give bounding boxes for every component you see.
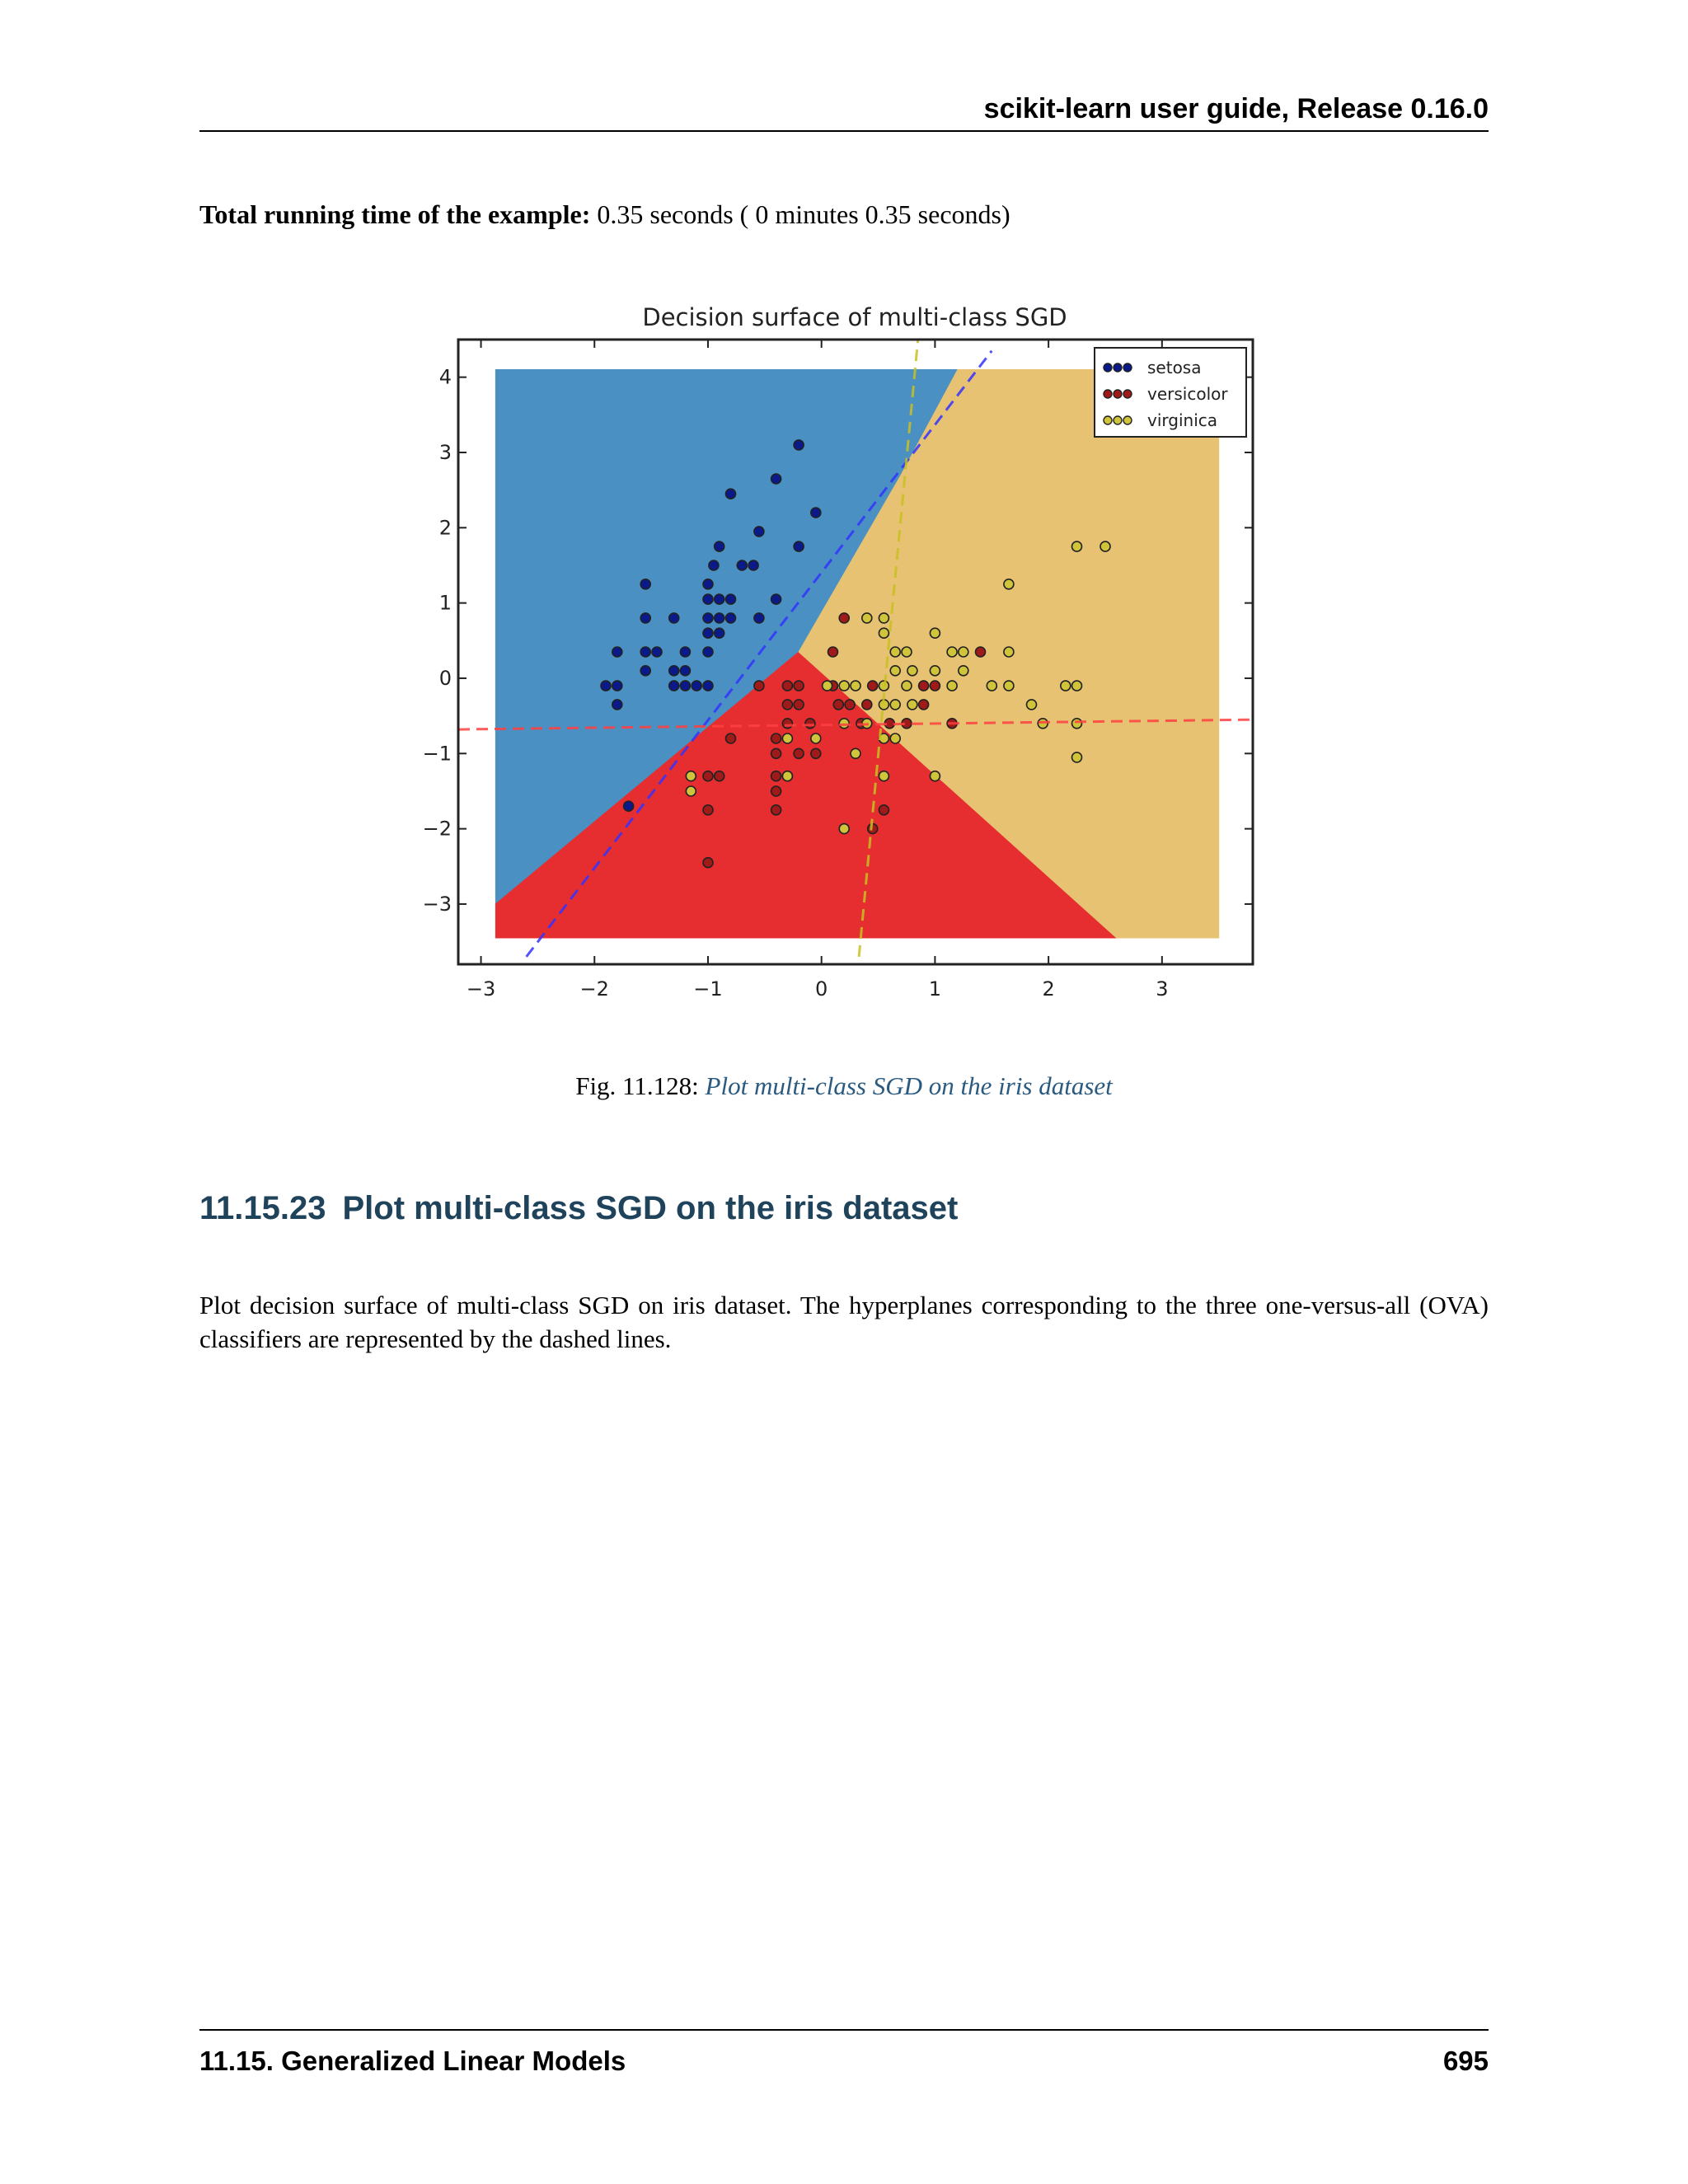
runtime-line [199, 199, 1010, 230]
point-setosa [612, 681, 622, 691]
point-virginica [947, 647, 957, 657]
point-setosa [624, 801, 634, 811]
point-virginica [879, 628, 889, 638]
point-versicolor [805, 719, 815, 729]
runtime-value: 0.35 seconds ( 0 minutes 0.35 seconds) [597, 199, 1010, 229]
legend-marker-virginica [1104, 416, 1112, 424]
legend-marker-virginica [1114, 416, 1122, 424]
point-virginica [890, 647, 900, 657]
runtime-label: Total running time of the example: [199, 199, 591, 229]
point-virginica [907, 700, 917, 710]
point-setosa [754, 527, 764, 537]
figure-caption [0, 1071, 1688, 1101]
point-setosa [692, 681, 701, 691]
point-virginica [1004, 579, 1014, 589]
point-versicolor [771, 786, 781, 796]
section-paragraph: Plot decision surface of multi-class SGD on iris dataset. The hyperplanes corresponding to the three one-versus-all (OVA) classifiers are represented by the dashed lines. [199, 1291, 1489, 1353]
point-setosa [669, 613, 679, 623]
point-setosa [640, 579, 650, 589]
page-footer [199, 2029, 1489, 2076]
point-versicolor [794, 681, 804, 691]
sgd-decision-surface-chart [422, 297, 1259, 1001]
point-versicolor [703, 858, 713, 868]
point-virginica [839, 681, 849, 691]
point-virginica [890, 700, 900, 710]
point-virginica [890, 733, 900, 743]
x-tick-label: 2 [1042, 977, 1055, 1001]
point-setosa [612, 647, 622, 657]
legend-marker-versicolor [1123, 390, 1132, 398]
point-virginica [686, 786, 696, 796]
point-setosa [771, 594, 781, 604]
point-virginica [1004, 647, 1014, 657]
point-versicolor [868, 681, 878, 691]
legend-label-virginica: virginica [1147, 410, 1217, 430]
point-virginica [1004, 681, 1014, 691]
legend-marker-versicolor [1104, 390, 1112, 398]
x-tick-label: −1 [693, 977, 723, 1001]
y-tick-label: −1 [422, 742, 452, 766]
point-setosa [601, 681, 611, 691]
legend-marker-setosa [1104, 363, 1112, 372]
point-virginica [862, 613, 872, 623]
point-virginica [890, 666, 900, 676]
point-versicolor [703, 771, 713, 781]
point-setosa [703, 594, 713, 604]
point-virginica [947, 681, 957, 691]
point-versicolor [715, 771, 724, 781]
point-versicolor [833, 700, 843, 710]
point-versicolor [771, 748, 781, 758]
point-setosa [726, 613, 736, 623]
point-setosa [652, 647, 662, 657]
point-setosa [669, 666, 679, 676]
y-tick-label: 2 [438, 516, 452, 540]
point-virginica [851, 748, 860, 758]
point-setosa [680, 666, 690, 676]
y-tick-label: −2 [422, 817, 452, 841]
point-versicolor [879, 805, 889, 815]
legend-label-setosa: setosa [1147, 358, 1202, 377]
point-versicolor [862, 700, 872, 710]
point-setosa [680, 681, 690, 691]
point-virginica [987, 681, 996, 691]
point-setosa [703, 579, 713, 589]
point-setosa [754, 613, 764, 623]
point-virginica [811, 733, 821, 743]
point-virginica [902, 647, 912, 657]
point-versicolor [930, 681, 940, 691]
point-setosa [640, 647, 650, 657]
point-virginica [1100, 541, 1110, 551]
point-setosa [703, 647, 713, 657]
legend-marker-virginica [1123, 416, 1132, 424]
point-versicolor [919, 681, 929, 691]
legend-marker-versicolor [1114, 390, 1122, 398]
point-virginica [1027, 700, 1037, 710]
decision-regions [495, 370, 1218, 939]
point-versicolor [782, 681, 792, 691]
point-setosa [748, 560, 758, 570]
point-virginica [1072, 752, 1082, 762]
point-setosa [715, 541, 724, 551]
point-virginica [902, 681, 912, 691]
point-virginica [782, 733, 792, 743]
point-versicolor [811, 748, 821, 758]
point-virginica [1061, 681, 1071, 691]
legend-label-versicolor: versicolor [1147, 384, 1228, 404]
y-tick-label: 1 [438, 591, 452, 615]
point-setosa [640, 613, 650, 623]
point-setosa [612, 700, 622, 710]
point-virginica [823, 681, 832, 691]
caption-link[interactable]: Plot multi-class SGD on the iris dataset [705, 1071, 1113, 1100]
point-setosa [703, 628, 713, 638]
point-versicolor [771, 805, 781, 815]
point-setosa [794, 440, 804, 450]
point-setosa [726, 594, 736, 604]
point-virginica [959, 647, 968, 657]
point-versicolor [782, 719, 792, 729]
sgd-decision-surface-figure [422, 297, 1259, 1001]
point-setosa [703, 613, 713, 623]
header-title: scikit-learn user guide, Release 0.16.0 [983, 93, 1489, 124]
point-virginica [1072, 719, 1082, 729]
y-tick-label: 3 [438, 440, 452, 464]
point-setosa [794, 541, 804, 551]
x-tick-label: 1 [928, 977, 942, 1001]
point-setosa [680, 647, 690, 657]
footer-page-number: 695 [1442, 2046, 1489, 2076]
point-setosa [669, 681, 679, 691]
point-virginica [959, 666, 968, 676]
point-virginica [851, 681, 860, 691]
point-versicolor [754, 681, 764, 691]
page-header [199, 89, 1489, 132]
point-versicolor [919, 700, 929, 710]
footer-chapter: 11.15. Generalized Linear Models [199, 2046, 626, 2076]
point-versicolor [771, 771, 781, 781]
y-tick-label: 0 [438, 666, 452, 690]
point-setosa [640, 666, 650, 676]
point-setosa [715, 628, 724, 638]
point-versicolor [771, 733, 781, 743]
point-versicolor [782, 700, 792, 710]
point-virginica [930, 771, 940, 781]
x-tick-label: 3 [1156, 977, 1169, 1001]
point-setosa [811, 508, 821, 518]
point-virginica [1072, 681, 1082, 691]
y-tick-label: 4 [438, 365, 452, 389]
point-setosa [726, 489, 736, 499]
point-setosa [703, 681, 713, 691]
point-versicolor [794, 700, 804, 710]
point-virginica [930, 666, 940, 676]
point-setosa [737, 560, 747, 570]
point-virginica [686, 771, 696, 781]
chart-title: Decision surface of multi-class SGD [642, 303, 1067, 331]
caption-prefix: Fig. 11.128: [575, 1071, 706, 1100]
y-tick-label: −3 [422, 892, 452, 916]
point-versicolor [839, 613, 849, 623]
point-virginica [782, 771, 792, 781]
point-versicolor [794, 748, 804, 758]
point-setosa [771, 474, 781, 484]
point-virginica [879, 771, 889, 781]
point-versicolor [845, 700, 855, 710]
point-virginica [1072, 541, 1082, 551]
x-tick-label: −2 [579, 977, 609, 1001]
point-virginica [879, 613, 889, 623]
point-virginica [930, 628, 940, 638]
point-versicolor [976, 647, 986, 657]
point-setosa [709, 560, 719, 570]
section-heading [199, 1190, 958, 1227]
section-number: 11.15.23 [199, 1190, 326, 1226]
point-versicolor [828, 647, 838, 657]
point-setosa [715, 594, 724, 604]
x-tick-label: −3 [466, 977, 496, 1001]
point-setosa [715, 613, 724, 623]
point-virginica [839, 824, 849, 834]
chart-legend [1095, 348, 1246, 437]
section-title: Plot multi-class SGD on the iris dataset [342, 1190, 959, 1226]
legend-marker-setosa [1114, 363, 1122, 372]
x-tick-label: 0 [815, 977, 828, 1001]
point-virginica [907, 666, 917, 676]
point-versicolor [703, 805, 713, 815]
legend-marker-setosa [1123, 363, 1132, 372]
point-versicolor [726, 733, 736, 743]
